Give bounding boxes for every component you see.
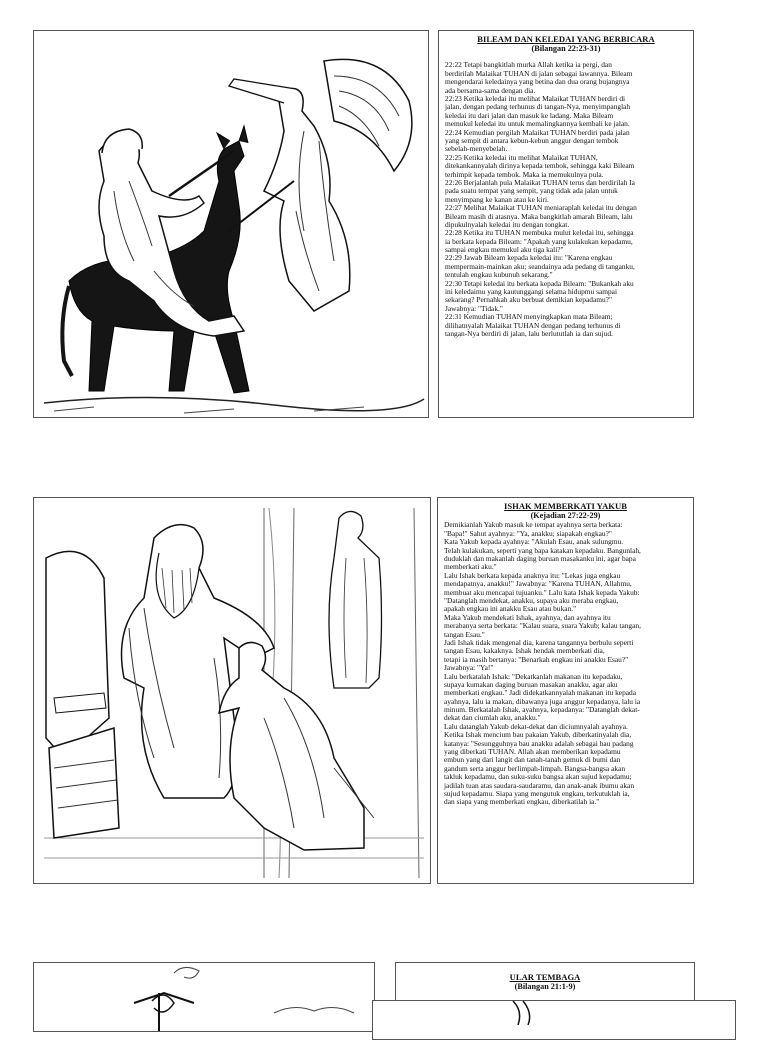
story-line: "Datanglah mendekat, anakku, supaya aku meraba engkau, <box>444 595 619 605</box>
overlapping-image-frame <box>372 1000 736 1040</box>
story-line: ayahnya, lalu ia makan, dibawanya juga anggur kepadanya, lalu ia <box>444 696 641 706</box>
illustration-balaam <box>33 30 429 418</box>
story-line: dilihatnyalah Malaikat TUHAN dengan pedang terhunus di <box>445 320 621 330</box>
story-line: sujud kepadamu. Siapa yang mengutuk engkau, terkutuklah ia, <box>444 788 630 798</box>
story-line: duduklah dan makanlah daging buruan masakanku ini, agar bapa <box>444 554 636 564</box>
story-line: sampai engkau memukul aku tiga kali?" <box>445 245 564 255</box>
story-line: Bileam masih di atasnya. Maka bangkitlah amarah Bileam, lalu <box>445 211 633 221</box>
story-line: 22:24 Kemudian pergilah Malaikat TUHAN berdiri pada jalan <box>445 127 630 137</box>
story-line: jadilah tuan atas saudara-saudaramu, dan anak-anak ibumu akan <box>444 780 635 790</box>
story-text-box-balaam <box>438 30 694 418</box>
story-line: membuat aku mencapai tujuanku." Lalu kata Ishak kepada Yakub: <box>444 587 640 597</box>
story-title: ULAR TEMBAGA <box>509 972 581 982</box>
story-line: 22:25 Ketika keledai itu melihat Malaikat TUHAN, <box>445 152 598 162</box>
story-line: Lalu datanglah Yakub dekat-dekat dan diciumnyalah ayahnya. <box>444 721 628 731</box>
story-line: memukul keledai itu untuk memalingkannya kembali ke jalan. <box>445 119 630 129</box>
story-line: tangan-Nya berdiri di jalan, lalu berlututlah ia dan sujud. <box>445 328 613 338</box>
story-line: mempermain-mainkan aku; seandainya ada pedang di tanganku, <box>445 261 635 271</box>
overlapping-drawing <box>373 1001 735 1025</box>
bronze-serpent-drawing <box>34 963 374 1031</box>
story-line: gandum serta anggur berlimpah-limpah. Bangsa-bangsa akan <box>444 763 626 773</box>
story-text-box-isaac <box>437 497 694 884</box>
story-line: jalan, dengan pedang terhunus di tangan-Nya, menyimpanglah <box>445 102 631 112</box>
story-line: terhimpit kepada tembok. Maka ia memukulnya pula. <box>445 169 604 179</box>
story-line: 22:28 Ketika itu TUHAN membuka mulut keledai itu, sehingga <box>445 228 634 238</box>
story-title: BILEAM DAN KELEDAI YANG BERBICARA <box>477 34 655 44</box>
story-line: "Bapa!" Sahut ayahnya: "Ya, anakku; siapakah engkau?" <box>444 528 612 538</box>
story-line: ia berkata kepada Bileam: "Apakah yang kulakukan kepadamu, <box>445 236 633 246</box>
story-line: 22:31 Kemudian TUHAN menyingkapkan mata Bileam; <box>445 312 613 322</box>
story-line: Lalu Ishak berkata kepada anaknya itu: "Lekas juga engkau <box>444 570 621 580</box>
story-line: minum. Berkatalah Ishak, ayahnya, kepadanya: "Datanglah dekat- <box>444 705 640 715</box>
story-reference: (Bilangan 21:1-9) <box>514 982 576 992</box>
balaam-donkey-angel-drawing <box>34 31 428 417</box>
story-line: 22:30 Tetapi keledai itu berkata kepada Bileam: "Bukankah aku <box>445 278 634 288</box>
story-line: merabanya serta berkata: "Kalau suara, suara Yakub; kalau tangan, <box>444 621 641 631</box>
story-line: mengendarai keledainya yang betina dan dua orang bujangnya <box>445 77 630 87</box>
story-line: supaya kumakan daging buruan masakan anakku, agar aku <box>444 679 618 689</box>
story-line: dipukulnyalah keledai itu dengan tongkat. <box>445 219 570 229</box>
story-line: menyimpang ke kanan atau ke kiri. <box>445 194 549 204</box>
story-line: pada suatu tempat yang sempit, yang tidak ada jalan untuk <box>445 186 618 196</box>
story-line: tetapi ia masih bertanya: "Benarkah engkau ini anakku Esau?" <box>444 654 629 664</box>
story-line: ditekankannyalah dirinya kepada tembok, sehingga kaki Bileam <box>445 161 635 171</box>
story-line: katanya: "Sesungguhnya bau anakku adalah sebagai bau padang <box>444 738 634 748</box>
story-title: ISHAK MEMBERKATI YAKUB <box>504 501 627 511</box>
story-line: 22:23 Ketika keledai itu melihat Malaikat TUHAN berdiri di <box>445 94 626 104</box>
story-line: keledai itu dari jalan dan masuk ke ladang. Maka Bileam <box>445 110 614 120</box>
story-reference: (Kejadian 27:22-29) <box>530 511 601 521</box>
story-line: takluk kepadamu, dan suku-suku bangsa akan sujud kepadamu; <box>444 772 632 782</box>
story-line: tangan Esau, kakaknya. Ishak hendak memberkati dia, <box>444 646 605 656</box>
story-line: embun yang dari langit dan tanah-tanah gemuk di bumi dan <box>444 755 621 765</box>
story-line: tentulah engkau kubunuh sekarang." <box>445 270 553 280</box>
story-line: Kata Yakub kepada ayahnya: "Akulah Esau, anak sulungmu. <box>444 537 624 547</box>
isaac-blessing-jacob-drawing <box>34 498 430 883</box>
story-reference: (Bilangan 22:23-31) <box>531 44 601 54</box>
story-line: yang diberkati TUHAN. Allah akan memberikan kepadamu <box>444 747 621 757</box>
story-line: Ketika Ishak mencium bau pakaian Yakub, diberkatinyalah dia, <box>444 730 632 740</box>
story-line: Jawabnya: "Ya!" <box>444 663 494 673</box>
story-line: Maka Yakub mendekati Ishak, ayahnya, dan ayahnya itu <box>444 612 611 622</box>
story-body <box>444 521 687 806</box>
story-line: Demikianlah Yakub masuk ke tempat ayahnya serta berkata: <box>444 520 623 530</box>
story-line: yang sempit di antara kebun-kebun anggur dengan tembok <box>445 135 619 145</box>
story-line: tangan Esau." <box>444 629 485 639</box>
story-line: apakah engkau ini anakku Esau atau bukan." <box>444 604 577 614</box>
story-line: Jadi Ishak tidak mengenal dia, karena tangannya berbulu seperti <box>444 637 634 647</box>
story-line: berdirilah Malaikat TUHAN di jalan sebagai lawannya. Bileam <box>445 68 633 78</box>
story-line: Jawabnya: "Tidak." <box>445 303 503 313</box>
story-line: memberkati aku." <box>444 562 497 572</box>
story-body <box>445 61 687 338</box>
story-line: dan siapa yang memberkati engkau, diberkatilah ia." <box>444 797 600 807</box>
story-line: ada bersama-sama dengan dia. <box>445 85 536 95</box>
story-line: Telah kulakukan, seperti yang bapa katakan kepadaku. Bangunlah, <box>444 545 641 555</box>
story-line: mendapatnya, anakku!" Jawabnya: "Karena TUHAN, Allahmu, <box>444 579 632 589</box>
story-line: sebelah-menyebelah. <box>445 144 508 154</box>
story-line: 22:26 Berjalanlah pula Malaikat TUHAN terus dan berdirilah Ia <box>445 177 635 187</box>
story-line: Lalu berkatalah Ishak: "Dekatkanlah makanan itu kepadaku, <box>444 671 623 681</box>
story-line: 22:22 Tetapi bangkitlah murka Allah ketika ia pergi, dan <box>445 60 612 70</box>
illustration-isaac-blessing <box>33 497 431 884</box>
story-line: 22:27 Melihat Malaikat TUHAN meniaraplah keledai itu dengan <box>445 203 637 213</box>
story-line: memberkati engkau." Jadi didekatkannyalah makanan itu kepada <box>444 688 637 698</box>
illustration-bronze-serpent <box>33 962 375 1032</box>
story-line: 22:29 Jawab Bileam kepada keledai itu: "Karena engkau <box>445 253 613 263</box>
story-line: dekat dan ciumlah aku, anakku." <box>444 713 541 723</box>
story-line: ini keledaimu yang kautunggangi selama hidupmu sampai <box>445 287 617 297</box>
story-line: sekarang? Pernahkah aku berbuat demikian kepadamu?" <box>445 295 612 305</box>
